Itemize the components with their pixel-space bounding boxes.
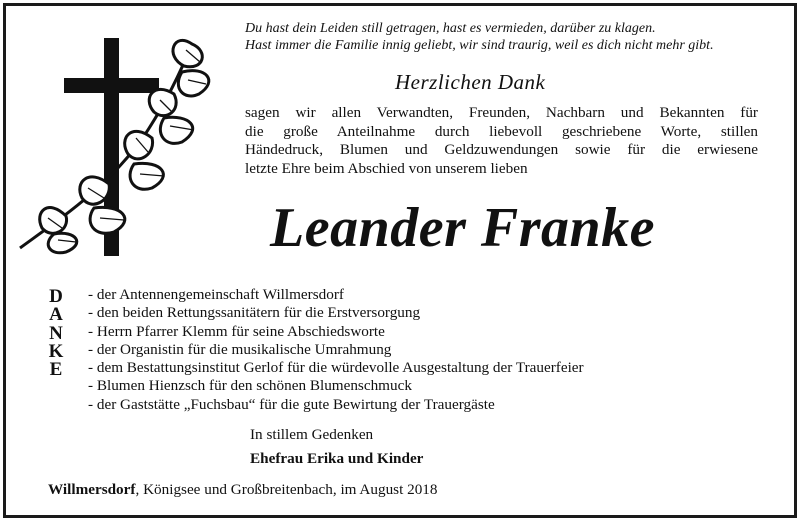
list-item: - der Gaststätte „Fuchsbau“ für die gute Bewirtung der Trauergäste <box>88 395 495 413</box>
danke-letter: D <box>49 286 63 307</box>
list-item: - Herrn Pfarrer Klemm für seine Abschiedsworte <box>88 322 385 340</box>
place-and-date <box>48 481 437 499</box>
danke-letter: A <box>49 304 63 326</box>
thanks-heading: Herzlichen Dank <box>395 70 546 94</box>
thanks-line: sagen wir allen Verwandten, Freunden, Nachbarn und Bekannten für <box>245 104 758 121</box>
signature-rest: , Königsee und Großbreitenbach, im August 2018 <box>135 481 438 498</box>
thanks-line: die große Anteilnahme durch liebevoll geschriebene Worte, stillen <box>245 122 758 140</box>
thanks-paragraph <box>245 104 758 178</box>
remembrance-text: In stillem Gedenken <box>250 426 374 443</box>
danke-vertical-word <box>44 288 68 379</box>
poem-line: Hast immer die Familie innig geliebt, wir sind traurig, weil es dich nicht mehr gibt. <box>245 38 714 53</box>
thanks-line: Händedruck, Blumen und Geldzuwendungen sowie für die erwiesene <box>245 141 758 158</box>
thanks-line: letzte Ehre beim Abschied von unserem lieben <box>245 159 528 177</box>
poem-line: Du hast dein Leiden still getragen, hast es vermieden, darüber zu klagen. <box>245 21 656 36</box>
family-signature: Ehefrau Erika und Kinder <box>250 450 424 467</box>
closing-block <box>250 424 423 470</box>
deceased-name: Leander Franke <box>270 197 655 259</box>
list-item: - der Organistin für die musikalische Umrahmung <box>88 340 392 358</box>
list-item: - den beiden Rettungssanitätern für die Erstversorgung <box>88 304 421 322</box>
memorial-poem <box>245 20 765 54</box>
list-item: - der Antennengemeinschaft Willmersdorf <box>88 286 344 303</box>
danke-letter: E <box>49 359 63 381</box>
danke-letter: K <box>48 340 64 362</box>
list-item: - Blumen Hienzsch für den schönen Blumenschmuck <box>88 377 412 395</box>
cross-with-palm-branch-icon <box>14 26 224 266</box>
list-item: - dem Bestattungsinstitut Gerlof für die würdevolle Ausgestaltung der Trauerfeier <box>88 359 584 377</box>
danke-list <box>88 286 584 414</box>
signature-place: Willmersdorf <box>48 481 136 498</box>
danke-letter: N <box>49 322 63 344</box>
